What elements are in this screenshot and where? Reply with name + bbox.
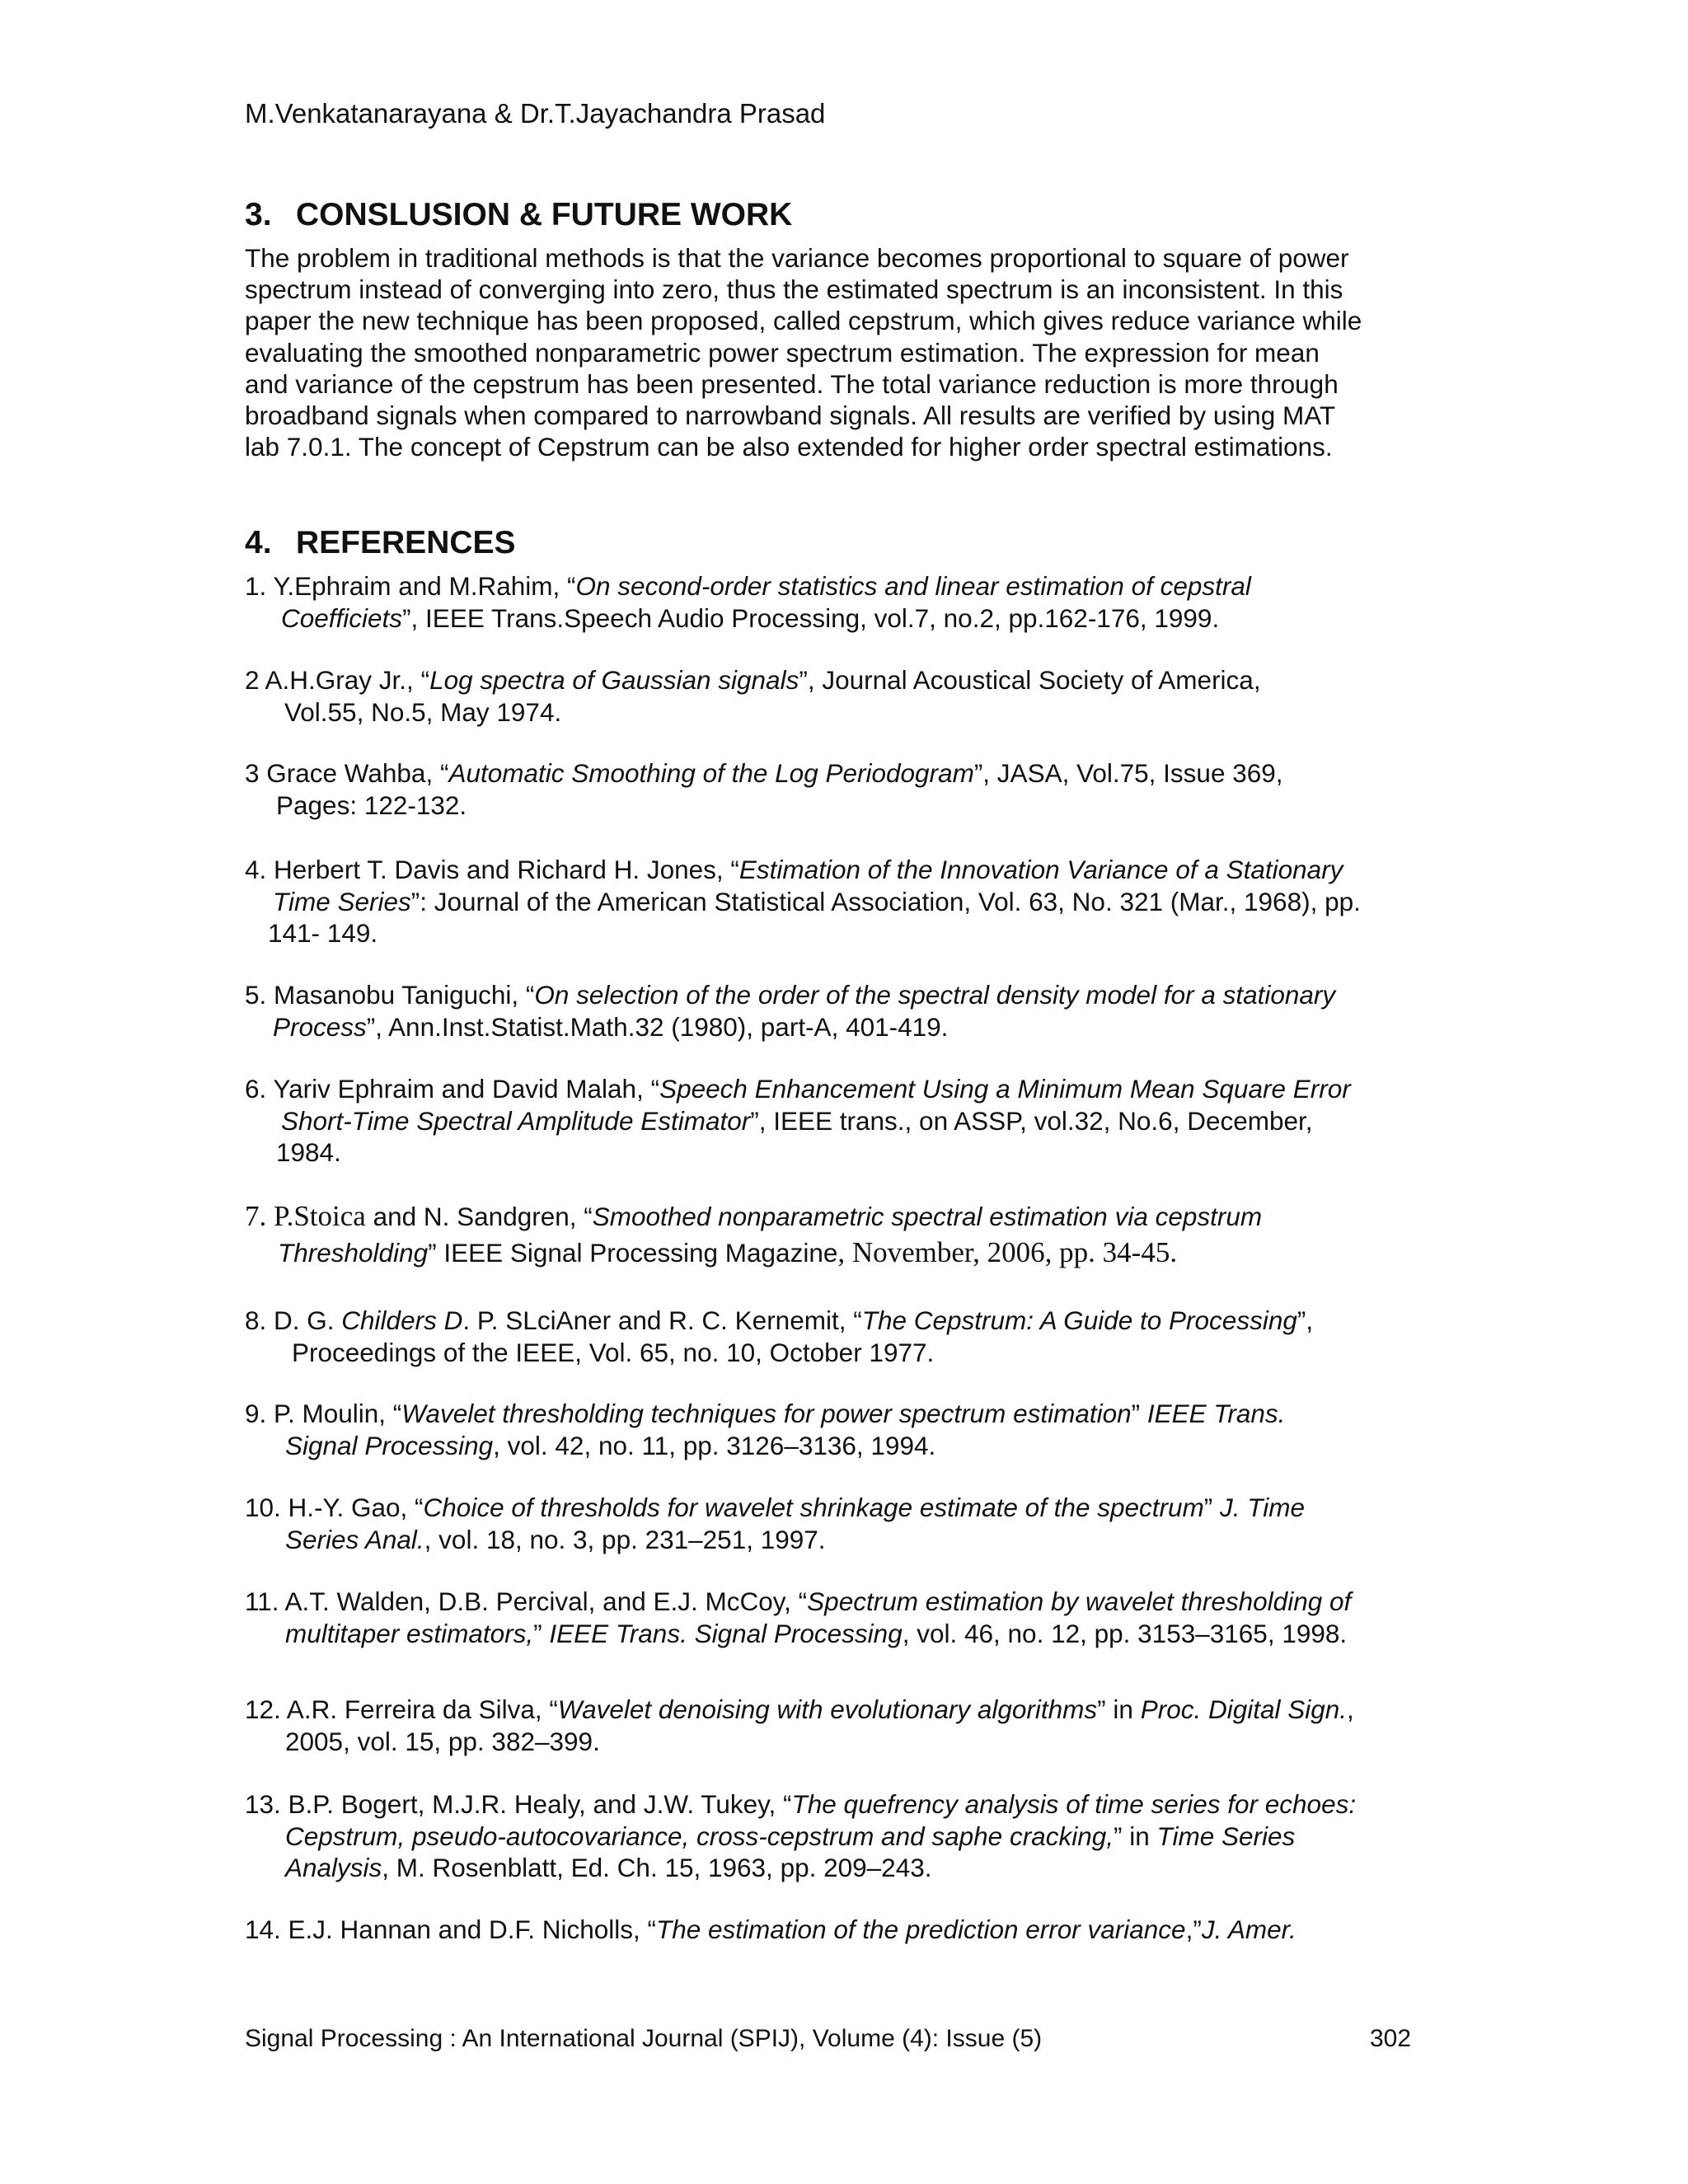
ref-title: Childers D: [341, 1305, 463, 1335]
ref-text: ,”: [1185, 1915, 1202, 1944]
ref-text: ”,: [1296, 1305, 1314, 1335]
ref-text: 8. D. G.: [245, 1305, 342, 1335]
reference-1: [245, 570, 1432, 634]
ref-text: ”: [1131, 1399, 1147, 1428]
reference-8: [245, 1305, 1432, 1368]
section-number: 3.: [245, 197, 272, 232]
ref-title: Wavelet thresholding techniques for power spectrum estimation: [401, 1399, 1132, 1428]
reference-12: [245, 1694, 1432, 1757]
section-title: REFERENCES: [296, 525, 516, 560]
ref-text: Vol.55, No.5, May 1974.: [284, 696, 562, 727]
ref-text: 7. P.Stoica: [245, 1200, 366, 1232]
ref-text: Proceedings of the IEEE, Vol. 65, no. 10, October 1977.: [292, 1337, 935, 1367]
ref-text: ”, JASA, Vol.75, Issue 369,: [973, 758, 1283, 788]
reference-6: [245, 1073, 1432, 1169]
ref-title: Automatic Smoothing of the Log Periodogram: [448, 758, 974, 788]
conclusion-line: broadband signals when compared to narrowband signals. All results are verified by using MAT: [245, 401, 1336, 431]
ref-text: ”, IEEE Trans.Speech Audio Processing, vol.7, no.2, pp.162-176, 1999.: [402, 602, 1220, 633]
section-number: 4.: [245, 525, 272, 560]
ref-text: 9. P. Moulin, “: [245, 1399, 402, 1428]
reference-7: [245, 1198, 1432, 1271]
ref-title: Coefficiets: [281, 602, 403, 633]
conclusion-line: paper the new technique has been proposed, called cepstrum, which gives reduce variance while: [245, 306, 1362, 336]
ref-text: 1. Y.Ephraim and M.Rahim, “: [245, 571, 576, 601]
reference-5: [245, 979, 1432, 1043]
reference-2: [245, 664, 1432, 728]
ref-text: 6. Yariv Ephraim and David Malah, “: [245, 1074, 660, 1104]
ref-title: Log spectra of Gaussian signals: [429, 665, 799, 695]
ref-text: and N. Sandgren, “: [365, 1202, 593, 1231]
ref-text: 4. Herbert T. Davis and Richard H. Jones, “: [245, 855, 739, 884]
ref-text: 13. B.P. Bogert, M.J.R. Healy, and J.W. Tukey, “: [245, 1789, 792, 1819]
ref-title: Smoothed nonparametric spectral estimation via cepstrum: [592, 1202, 1263, 1231]
ref-text: , November, 2006, pp. 34-45.: [837, 1236, 1178, 1268]
ref-title: Time Series: [273, 886, 411, 916]
reference-3: [245, 757, 1432, 821]
ref-title: The estimation of the prediction error variance: [656, 1915, 1186, 1944]
ref-text: ,: [1347, 1694, 1354, 1724]
ref-text: 2005, vol. 15, pp. 382–399.: [285, 1726, 600, 1756]
footer-journal: Signal Processing : An International Journal (SPIJ), Volume (4): Issue (5): [245, 2025, 1043, 2052]
ref-text: , vol. 18, no. 3, pp. 231–251, 1997.: [424, 1524, 826, 1554]
ref-text: ”, Ann.Inst.Statist.Math.32 (1980), part-A, 401-419.: [366, 1011, 949, 1042]
conclusion-line: spectrum instead of converging into zero, thus the estimated spectrum is an inconsistent. In this: [245, 274, 1343, 305]
ref-text: ”: [533, 1618, 550, 1648]
ref-text: 14. E.J. Hannan and D.F. Nicholls, “: [245, 1915, 656, 1944]
ref-text: 3 Grace Wahba, “: [245, 758, 449, 788]
ref-title: multitaper estimators,: [285, 1618, 534, 1648]
ref-journal: Analysis: [285, 1853, 382, 1882]
ref-text: 1984.: [276, 1137, 341, 1167]
ref-text: , vol. 42, no. 11, pp. 3126–3136, 1994.: [493, 1430, 936, 1460]
conclusion-line: and variance of the cepstrum has been presented. The total variance reduction is more through: [245, 368, 1339, 399]
ref-text: ”, Journal Acoustical Society of America,: [799, 665, 1261, 695]
ref-text: 10. H.-Y. Gao, “: [245, 1493, 424, 1522]
ref-text: Pages: 122-132.: [276, 790, 467, 820]
reference-10: [245, 1492, 1432, 1555]
conclusion-paragraph: [245, 242, 1419, 462]
ref-text: 5. Masanobu Taniguchi, “: [245, 980, 535, 1010]
ref-text: ”, IEEE trans., on ASSP, vol.32, No.6, December,: [750, 1105, 1313, 1136]
ref-journal: J. Time: [1220, 1493, 1305, 1522]
ref-text: ” in: [1097, 1694, 1141, 1724]
ref-text: 12. A.R. Ferreira da Silva, “: [245, 1694, 558, 1724]
ref-text: ” in: [1114, 1821, 1157, 1851]
page-number: 302: [1370, 2025, 1412, 2052]
reference-4: [245, 854, 1432, 949]
ref-text: ” IEEE Signal Processing Magazine: [428, 1238, 838, 1268]
reference-13: [245, 1788, 1432, 1884]
section-heading-conclusion: [245, 196, 792, 234]
section-heading-references: [245, 524, 516, 562]
conclusion-line: evaluating the smoothed nonparametric power spectrum estimation. The expression for mean: [245, 337, 1320, 368]
ref-title: Speech Enhancement Using a Minimum Mean Square Error: [659, 1074, 1351, 1104]
ref-journal: IEEE Trans.: [1146, 1399, 1286, 1428]
ref-journal: J. Amer.: [1201, 1915, 1296, 1944]
ref-text: , M. Rosenblatt, Ed. Ch. 15, 1963, pp. 209–243.: [382, 1853, 932, 1882]
ref-title: Spectrum estimation by wavelet thresholding of: [807, 1586, 1352, 1616]
ref-text: . P. SLciAner and R. C. Kernemit, “: [462, 1305, 862, 1335]
ref-text: ”: Journal of the American Statistical Association, Vol. 63, No. 321 (Mar., 1968), pp.: [410, 886, 1361, 916]
ref-text: ”: [1203, 1493, 1220, 1522]
reference-9: [245, 1398, 1432, 1461]
ref-text: 2 A.H.Gray Jr., “: [245, 665, 430, 695]
conclusion-line: The problem in traditional methods is that the variance becomes proportional to square of power: [245, 243, 1349, 273]
ref-title: Choice of thresholds for wavelet shrinkage estimate of the spectrum: [423, 1493, 1204, 1522]
section-title: CONSLUSION & FUTURE WORK: [296, 197, 793, 232]
ref-journal: Signal Processing: [285, 1430, 494, 1460]
running-head: M.Venkatanarayana & Dr.T.Jayachandra Prasad: [245, 98, 826, 129]
ref-title: On second-order statistics and linear estimation of cepstral: [575, 571, 1251, 601]
conclusion-line: lab 7.0.1. The concept of Cepstrum can be also extended for higher order spectral estimations.: [245, 432, 1333, 462]
ref-journal: IEEE Trans. Signal Processing: [549, 1618, 903, 1648]
ref-title: Thresholding: [278, 1238, 429, 1268]
ref-text: 11. A.T. Walden, D.B. Percival, and E.J. McCoy, “: [245, 1586, 808, 1616]
ref-journal: Time Series: [1156, 1821, 1296, 1851]
reference-14: [245, 1914, 1432, 1946]
ref-title: Wavelet denoising with evolutionary algorithms: [557, 1694, 1098, 1724]
ref-text: 141- 149.: [268, 918, 378, 948]
ref-journal: Proc. Digital Sign.: [1140, 1694, 1348, 1724]
ref-title: Cepstrum, pseudo-autocovariance, cross-cepstrum and saphe cracking,: [285, 1821, 1114, 1851]
ref-title: Short-Time Spectral Amplitude Estimator: [281, 1105, 751, 1136]
ref-text: , vol. 46, no. 12, pp. 3153–3165, 1998.: [902, 1618, 1348, 1648]
ref-journal: Series Anal.: [285, 1524, 424, 1554]
ref-title: The Cepstrum: A Guide to Processing: [861, 1305, 1297, 1335]
ref-title: On selection of the order of the spectral density model for a stationary: [534, 980, 1336, 1010]
ref-title: Estimation of the Innovation Variance of a Stationary: [738, 855, 1343, 884]
ref-title: The quefrency analysis of time series for echoes:: [791, 1789, 1357, 1819]
reference-11: [245, 1586, 1432, 1649]
ref-title: Process: [273, 1011, 367, 1042]
